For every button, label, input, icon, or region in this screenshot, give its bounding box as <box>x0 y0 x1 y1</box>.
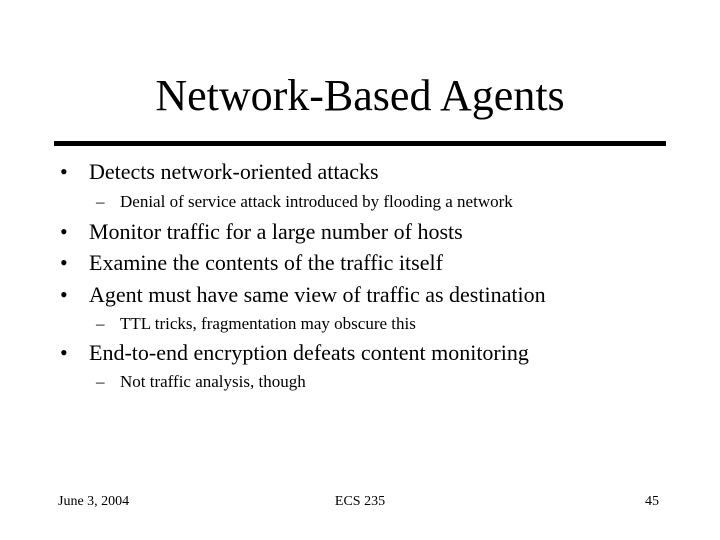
bullet-item <box>60 249 660 277</box>
sub-bullet-text: TTL tricks, fragmentation may obscure this <box>120 314 416 333</box>
footer-page-number: 45 <box>645 494 659 509</box>
sub-bullet-text: Not traffic analysis, though <box>120 372 306 391</box>
bullet-item <box>60 281 660 309</box>
footer-date: June 3, 2004 <box>58 494 130 509</box>
bullet-item <box>60 218 660 246</box>
sub-bullet-text: Denial of service attack introduced by flooding a network <box>120 192 513 211</box>
sub-bullet-marker: – <box>96 192 105 211</box>
bullet-marker: • <box>60 250 68 275</box>
sub-bullet-marker: – <box>96 372 105 391</box>
bullet-text: Detects network-oriented attacks <box>89 159 379 184</box>
bullet-text: Monitor traffic for a large number of hosts <box>89 219 463 244</box>
bullet-text: Agent must have same view of traffic as destination <box>89 282 546 307</box>
sub-bullet-marker: – <box>96 314 105 333</box>
sub-bullet-item <box>96 191 656 213</box>
sub-bullet-item <box>96 371 656 393</box>
bullet-marker: • <box>60 282 68 307</box>
bullet-marker: • <box>60 219 68 244</box>
sub-bullet-item <box>96 313 656 335</box>
footer-course: ECS 235 <box>334 494 386 509</box>
bullet-text: End-to-end encryption defeats content monitoring <box>89 340 529 365</box>
bullet-text: Examine the contents of the traffic itself <box>89 250 443 275</box>
bullet-marker: • <box>60 340 68 365</box>
bullet-item <box>60 158 660 186</box>
slide-title: Network-Based Agents <box>155 71 565 120</box>
bullet-marker: • <box>60 159 68 184</box>
bullet-item <box>60 339 660 367</box>
